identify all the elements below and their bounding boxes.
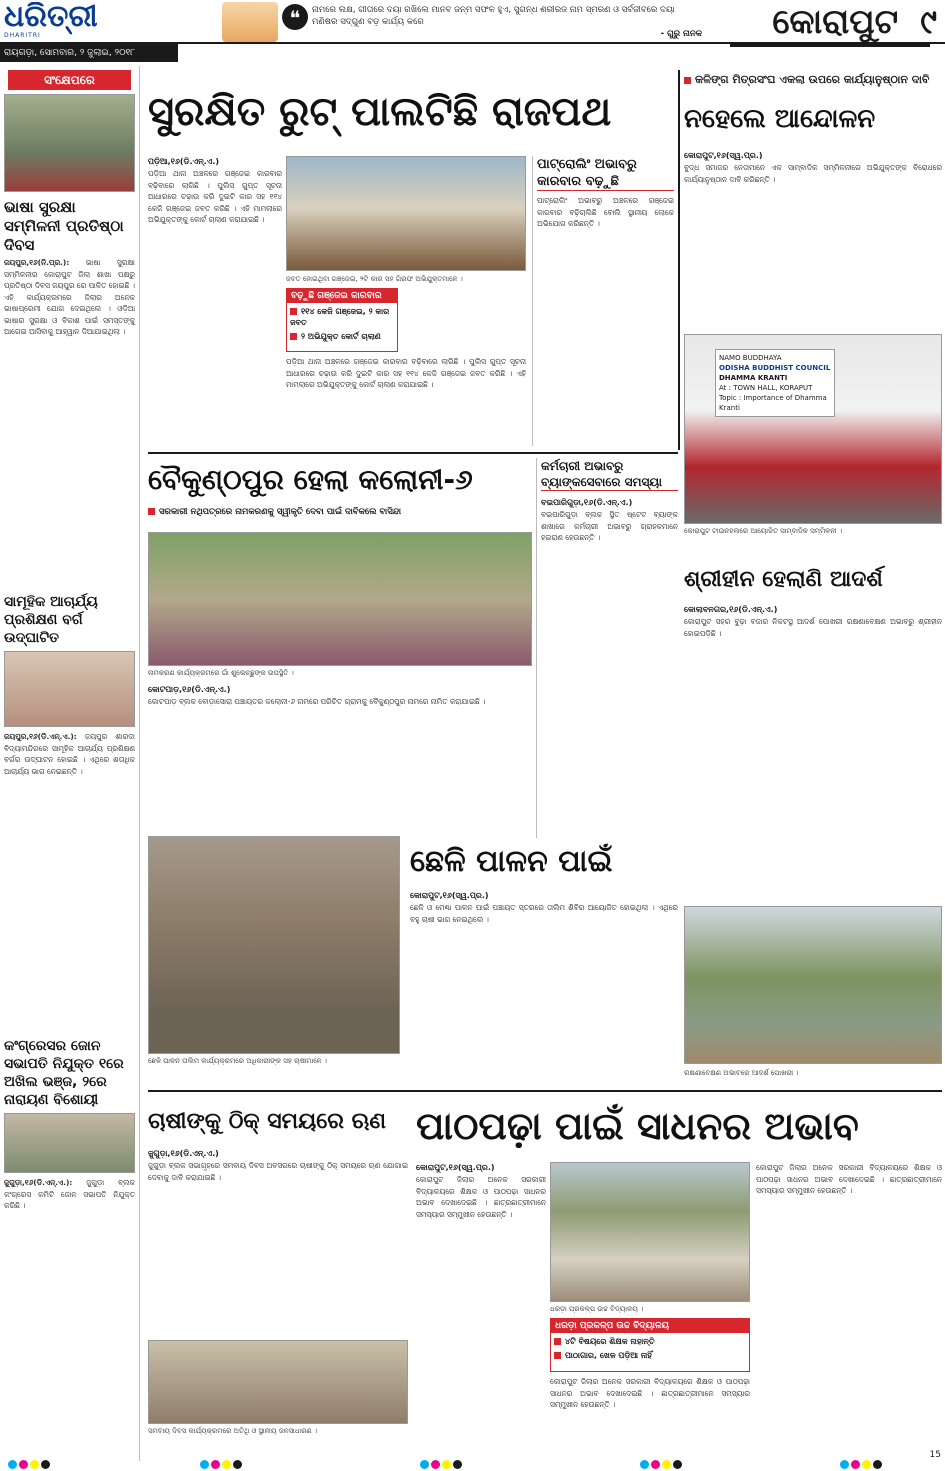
highlight-point: ୧୧୪ କେଜି ଗଞ୍ଜେଇ, ୨ କାର ଜବତ <box>290 307 390 327</box>
highlight-tag: ବଢ଼ୁଛି ଗଞ୍ଜେଇ କାରବାର <box>287 289 397 303</box>
right-story-text <box>684 150 942 330</box>
print-register-strip <box>0 1448 945 1471</box>
story-text: ପାଟ୍ରୋଲିଂ ଅଭାବରୁ ଅଞ୍ଚଳରେ ଗଞ୍ଜେଇ କାରବାର ବଢ଼ିଚାଲିଛି ବୋଲି ସ୍ଥାନୀୟ ଲୋକେ ଅଭିଯୋଗ କରିଛନ୍ତି । <box>537 196 674 228</box>
lead-story-text <box>148 156 282 446</box>
story-text: କୋଟପାଡ଼ ବ୍ଲକ ବୋଡ଼ାସୋରା ପଞ୍ଚାୟତର କଲୋନୀ-୬ ନାମରେ ପରିଚିତ ଗ୍ରାମକୁ ବୈକୁଣ୍ଠପୁର ନାମରେ ନାମିତ କରାଯାଇଛି । <box>148 697 486 706</box>
story-body <box>4 257 135 587</box>
page-number: ୯ <box>920 2 937 42</box>
school-headline: ପାଠପଢ଼ା ପାଇଁ ସାଧନର ଅଭାବ <box>416 1104 859 1148</box>
story-text: ଜୟପୁର ଶାରଦା ବିଦ୍ୟାମନ୍ଦିରରେ ସାମୂହିକ ଆଚାର୍ଯ୍ୟ ପ୍ରଶିକ୍ଷଣ ବର୍ଗର ଉଦ୍‌ଘାଟନ ହୋଇଛି । ଏଥିରେ ଶତାଧିକ ଆଚାର୍ଯ୍ୟ ଭାଗ ନେଇଛନ୍ତି । <box>4 732 135 776</box>
newspaper-logo <box>4 2 154 40</box>
language-event-photo <box>4 94 135 192</box>
photo-caption: ଛେଳି ପାଳନ ତାଲିମ କାର୍ଯ୍ୟକ୍ରମରେ ଅଧିକାରୀଙ୍କ ସହ ଚାଷୀମାନେ । <box>148 1057 327 1065</box>
highlight-box <box>550 1318 750 1372</box>
bullet-icon <box>684 77 691 84</box>
highlight-point: ୪ଟି ବିଷୟରେ ଶିକ୍ଷକ ନାହାନ୍ତି <box>551 1333 749 1350</box>
guru-portrait-image <box>222 2 278 42</box>
highlight-tag: ଧରଡ଼ା ପ୍ରକଳ୍ପ ଉଚ୍ଚ ବିଦ୍ୟାଳୟ <box>551 1319 749 1333</box>
color-register-marks <box>640 1454 684 1471</box>
colony-story-text <box>148 684 532 824</box>
story-text: ଛେଳି ଓ ମେଣ୍ଢା ପାଳନ ପାଇଁ ପଞ୍ଚାୟତ ସ୍ତରରେ ତାଲିମ ଶିବିର ଆୟୋଜିତ ହୋଇଥିଲା । ଏଥିରେ ବହୁ ଚାଷୀ ଭାଗ ନେଇଥିଲେ । <box>410 903 678 924</box>
photo-caption: କୋରାପୁଟ ଟାଉନହଲରେ ଆୟୋଜିତ ସାମ୍ବାଦିକ ସମ୍ମିଳନୀ । <box>684 527 842 535</box>
logo-text: ଧରିତ୍ରୀ <box>4 2 98 34</box>
school-story-column: କୋରାପୁଟ ଜିଲାର ଅନେକ ସରକାରୀ ବିଦ୍ୟାଳୟରେ ଶିକ୍ଷକ ଓ ପାଠପଢ଼ା ସାଧନର ଅଭାବ ଦେଖାଦେଇଛି । ଛାତ୍ରଛାତ୍ରୀମାନେ ସମସ୍ୟାର ସମ୍ମୁଖୀନ ହେଉଛନ୍ତି । <box>756 1163 942 1195</box>
quote-of-the-day <box>312 4 702 40</box>
color-register-marks <box>840 1454 884 1471</box>
story-dateline: ଜୟପୁର,୧୬(ନି.ପ୍ର.): <box>4 258 70 267</box>
highlight-point: ପାଠାଗାର, ଖେଳ ପଡ଼ିଆ ନାହିଁ <box>551 1350 749 1361</box>
story-text: ବଇପାରିଗୁଡ଼ା ବ୍ଲକ ସ୍ଥିତ ଷ୍ଟେଟ ବ୍ୟାଙ୍କ ଶାଖାରେ କର୍ମଚାରୀ ଅଭାବରୁ ଗ୍ରାହକମାନେ ହଇରାଣ ହେଉଛନ୍ତି । <box>541 510 678 542</box>
story-headline: ଭାଷା ସୁରକ୍ଷା ସମ୍ମିଳନୀ ପ୍ରତିଷ୍ଠା ଦିବସ <box>4 198 124 254</box>
story-text: କୋରାପୁଟ ସହର ବୁଢ଼ା ବଜାର ନିକଟସ୍ଥ ଆଦର୍ଶ ପୋଖରୀ ରକ୍ଷଣାବେକ୍ଷଣ ଅଭାବରୁ ଶ୍ରୀହୀନ ହୋଇପଡ଼ିଛି । <box>684 617 942 638</box>
logo-subtext: DHARITRI <box>4 32 41 39</box>
column-divider <box>678 70 680 450</box>
story-text: ପଡ଼ିଆ ଥାନା ଅଞ୍ଚଳରେ ଗଞ୍ଜେଇ କାରବାର ବଢ଼ିବାରେ ଲାଗିଛି । ପୁଲିସ ଗୁପ୍ତ ସୂଚନା ଆଧାରରେ ଚଢ଼ାଉ କରି ଦୁଇଟି କାର ସହ ୧୧୪ କେଜି ଗଞ୍ଜେଇ ଜବତ କରିଛି । ଏହି ମାମଲାରେ ଅଭିଯୁକ୍ତଙ୍କୁ କୋର୍ଟ ଚାଲାଣ କରାଯାଇଛି । <box>148 169 282 224</box>
story-dateline: କୋଲାବନଗର,୧୬(ଡି.ଏନ୍.ଏ.) <box>684 605 778 614</box>
color-register-marks <box>8 1454 52 1471</box>
training-headline: ଛେଳି ପାଳନ ପାଇଁ <box>410 844 613 879</box>
press-meet-photo <box>684 334 942 524</box>
quote-icon: ❝ <box>282 4 308 30</box>
page-code: 15 <box>929 1450 941 1460</box>
cooperative-day-photo <box>148 1340 408 1424</box>
bullet-icon <box>290 333 297 340</box>
banner: NAMO BUDDHAYA ODISHA BUDDHIST COUNCIL DHAMMA KRANTI At : TOWN HALL, KORAPUT Topic : Importance of Dhamma Kranti <box>715 349 835 417</box>
photo-caption: ସମବାୟ ଦିବସ କାର୍ଯ୍ୟକ୍ରମରେ ଅତିଥି ଓ ସ୍ଥାନୀୟ ଜନସାଧାରଣ । <box>148 1427 318 1435</box>
colony-headline: ବୈକୁଣ୍ଠପୁର ହେଲା କଲୋନୀ-୬ <box>148 463 473 496</box>
masthead <box>0 0 945 44</box>
side-story <box>532 156 674 446</box>
photo-caption: ଧରଡ଼ା ପ୍ରକଳ୍ପ ଉଚ୍ଚ ବିଦ୍ୟାଳୟ । <box>550 1305 644 1313</box>
bullet-icon <box>554 1338 561 1345</box>
photo-caption: ଜବତ ହୋଇଥିବା ଗଞ୍ଜେଇ, ୨ଟି କାର ସହ ଗିରଫ ଅଭିଯୁକ୍ତମାନେ । <box>286 275 463 283</box>
photo-caption: ରକ୍ଷଣାବେକ୍ଷଣ ଅଭାବରେ ଆଦର୍ଶ ପୋଖରୀ । <box>684 1069 799 1077</box>
story-dateline: ଜୁଗୁଡ଼ା,୧୬(ଡି.ଏନ୍.ଏ.) <box>148 1149 219 1158</box>
story-headline: ସାମୂହିକ ଆଚାର୍ଯ୍ୟ ପ୍ରଶିକ୍ଷଣ ବର୍ଗ ଉଦ୍‌ଘାଟିତ <box>4 594 98 646</box>
bullet-icon <box>554 1352 561 1359</box>
lead-headline: ସୁରକ୍ଷିତ ରୁଟ୍ ପାଲଟିଛି ରାଜପଥ <box>148 89 612 135</box>
loan-story-text <box>148 1148 408 1348</box>
bullet-icon <box>290 308 297 315</box>
section-divider <box>148 452 678 454</box>
story-dateline: କୋରାପୁଟ,୧୬(ସ୍ୱ.ପ୍ର.) <box>684 151 763 160</box>
school-building-photo <box>550 1162 750 1302</box>
story-body <box>4 731 135 1031</box>
story-dateline: ଜୟପୁର,୧୬(ଡି.ଏନ୍.ଏ.): <box>4 732 77 741</box>
lead-story-continued: ପଡ଼ିଆ ଥାନା ଅଞ୍ଚଳରେ ଗଞ୍ଜେଇ କାରବାର ବଢ଼ିବାରେ ଲାଗିଛି । ପୁଲିସ ଗୁପ୍ତ ସୂଚନା ଆଧାରରେ ଚଢ଼ାଉ କରି ଦୁଇଟି କାର ସହ ୧୧୪ କେଜି ଗଞ୍ଜେଇ ଜବତ କରିଛି । ଏହି ମାମଲାରେ ଅଭିଯୁକ୍ତଙ୍କୁ କୋର୍ଟ ଚାଲାଣ କରାଯାଇଛି । <box>286 357 526 389</box>
right-kicker: କଳିଙ୍ଗ ମିତ୍ରସଂଘ ଏକଲା ଉପରେ କାର୍ଯ୍ୟାନୁଷ୍ଠାନ ଦାବି <box>684 70 942 90</box>
photo-caption: ନାମକରଣ କାର୍ଯ୍ୟକ୍ରମରେ ଗାଁ ଶୁଭେଚ୍ଛୁଙ୍କ ଉପସ୍ଥିତି । <box>148 669 294 677</box>
pond-headline: ଶ୍ରୀହୀନ ହେଲାଣି ଆଦର୍ଶ <box>684 567 883 592</box>
date-bar: ରାୟଗଡ଼ା, ସୋମବାର, ୨ ଜୁଲାଇ, ୨୦୧୮ <box>0 44 178 62</box>
story-text: କୋରାପୁଟ ଜିଲାର ଅନେକ ସରକାରୀ ବିଦ୍ୟାଳୟରେ ଶିକ୍ଷକ ଓ ପାଠପଢ଼ା ସାଧନର ଅଭାବ ଦେଖାଦେଇଛି । ଛାତ୍ରଛାତ୍ରୀମାନେ ସମସ୍ୟାର ସମ୍ମୁଖୀନ ହେଉଛନ୍ତି । <box>416 1175 546 1219</box>
right-headline: ନହେଲେ ଆନ୍ଦୋଳନ <box>684 104 876 134</box>
story-body <box>4 1177 135 1427</box>
story-headline: କର୍ମଚାରୀ ଅଭାବରୁ ବ୍ୟାଙ୍କସେବାରେ ସମସ୍ୟା <box>541 458 678 491</box>
story-text: ବୁଦ୍ଧ ସମାଜର ନେତାମାନେ ଏକ ସାମ୍ବାଦିକ ସମ୍ମିଳନୀରେ ଅଭିଯୁକ୍ତଙ୍କ ବିରୋଧରେ କାର୍ଯ୍ୟାନୁଷ୍ଠାନ ଦାବି କରିଛନ୍ତି । <box>684 163 942 184</box>
story-headline: ପାଟ୍ରୋଲିଂ ଅଭାବରୁ କାରବାର ବଢ଼ୁଛି <box>537 156 674 191</box>
section-divider <box>148 1090 942 1092</box>
colony-naming-photo <box>148 532 532 666</box>
story-dateline: ଜୁଗୁଡ଼ା,୧୬(ଡି.ଏନ୍.ଏ.): <box>4 1178 73 1187</box>
district-underline <box>730 44 930 47</box>
goat-training-photo <box>148 836 400 1054</box>
quote-author: - ଗୁରୁ ନାନକ <box>660 29 702 39</box>
loan-headline: ଚାଷୀଙ୍କୁ ଠିକ୍ ସମୟରେ ଋଣ <box>148 1109 386 1134</box>
highlight-box <box>286 288 398 352</box>
color-register-marks <box>200 1454 244 1471</box>
story-dateline: ବଇପାରିଗୁଡ଼ା,୧୬(ଡି.ଏନ୍.ଏ.) <box>541 498 633 507</box>
highlight-point: ୨ ଅଭିଯୁକ୍ତ କୋର୍ଟ ଚାଲାଣ <box>287 331 397 342</box>
training-camp-photo <box>4 651 135 727</box>
story-headline: କଂଗ୍ରେସର ଜୋନ ସଭାପତି ନିଯୁକ୍ତ ୧ରେ ଅଖିଲ ଭଞ୍ଜ, ୨ରେ ନାରାୟଣ ବିଶୋୟୀ <box>4 1038 124 1108</box>
bank-story <box>536 458 678 838</box>
bullet-icon <box>148 508 155 515</box>
section-label: ସଂକ୍ଷେପରେ <box>8 70 131 90</box>
story-dateline: ପଡ଼ିଆ,୧୬(ଡି.ଏନ୍.ଏ.) <box>148 157 220 166</box>
story-text: ଜୁଗୁଡ଼ା ବ୍ଲକ ସଭାଗୃହରେ ସମବାୟ ଦିବସ ଅବସରରେ ଚାଷୀଙ୍କୁ ଠିକ୍ ସମୟରେ ଋଣ ଯୋଗାଇ ଦେବାକୁ ଦାବି କରାଯାଇଛି । <box>148 1161 408 1182</box>
quote-body: ନାମରେ ଲକ୍ଷ, ଗୀତାରେ ଦୟା ରଖିଲେ ମାନବ ଜନ୍ମ ସଫଳ ହୁଏ, ସୁଗନ୍ଧ ଶରୀରଜ ନାମ ସ୍ମରଣ ଓ ସର୍ବଜୀବରେ ଦୟା ମଣିଷର ସଦ୍ଗୁଣ ବଡ଼ କାର୍ଯ୍ୟ କରେ <box>312 5 675 27</box>
school-story-continued: କୋରାପୁଟ ଜିଲାର ଅନେକ ସରକାରୀ ବିଦ୍ୟାଳୟରେ ଶିକ୍ଷକ ଓ ପାଠପଢ଼ା ସାଧନର ଅଭାବ ଦେଖାଦେଇଛି । ଛାତ୍ରଛାତ୍ରୀମାନେ ସମସ୍ୟାର ସମ୍ମୁଖୀନ ହେଉଛନ୍ତି । <box>550 1377 750 1409</box>
color-register-marks <box>420 1454 464 1471</box>
story-text: ଭାଷା ସୁରକ୍ଷା ସମ୍ମିଳନୀର କୋରାପୁଟ ଜିଲା ଶାଖା ପକ୍ଷରୁ ପ୍ରତିଷ୍ଠା ଦିବସ ଜୟପୁର ରେ ପାଳିତ ହୋଇଛି । ଏହି କାର୍ଯ୍ୟକ୍ରମରେ ଜିଲାର ଅନେକ ଭାଷାପ୍ରେମୀ ଯୋଗ ଦେଇଥିଲେ । ଓଡ଼ିଆ ଭାଷାର ସୁରକ୍ଷା ଓ ବିକାଶ ପାଇଁ ସମସ୍ତଙ୍କୁ ଆଗେଇ ଆସିବାକୁ ଆହ୍ୱାନ ଦିଆଯାଇଥିଲା । <box>4 258 135 336</box>
seized-ganja-cars-photo <box>286 156 526 271</box>
congress-meeting-photo <box>4 1113 135 1173</box>
story-dateline: କୋଟପାଡ଼,୧୬(ଡି.ଏନ୍.ଏ.) <box>148 685 231 694</box>
school-story-text <box>416 1162 546 1442</box>
training-story-text <box>410 890 678 1080</box>
story-dateline: କୋରାପୁଟ,୧୬(ସ୍ୱ.ପ୍ର.) <box>416 1163 495 1172</box>
district-name: କୋରାପୁଟ <box>772 2 899 42</box>
pond-story-text <box>684 604 942 902</box>
colony-subhead: ସରକାରୀ ନଥିପତ୍ରରେ ନାମକରଣକୁ ସ୍ୱୀକୃତି ଦେବା ପାଇଁ ଦାବିକଲେ ବାସିନ୍ଦା <box>148 504 528 520</box>
story-dateline: କୋରାପୁଟ,୧୬(ସ୍ୱ.ପ୍ର.) <box>410 891 489 900</box>
district-page-title <box>725 0 945 44</box>
story-text: ଜୁଗୁଡ଼ା ବ୍ଲକ କଂଗ୍ରେସ କମିଟି ଜୋନ ସଭାପତି ନିଯୁକ୍ତ କରିଛି । <box>4 1178 135 1210</box>
left-column <box>0 66 140 1461</box>
pond-photo <box>684 906 942 1064</box>
